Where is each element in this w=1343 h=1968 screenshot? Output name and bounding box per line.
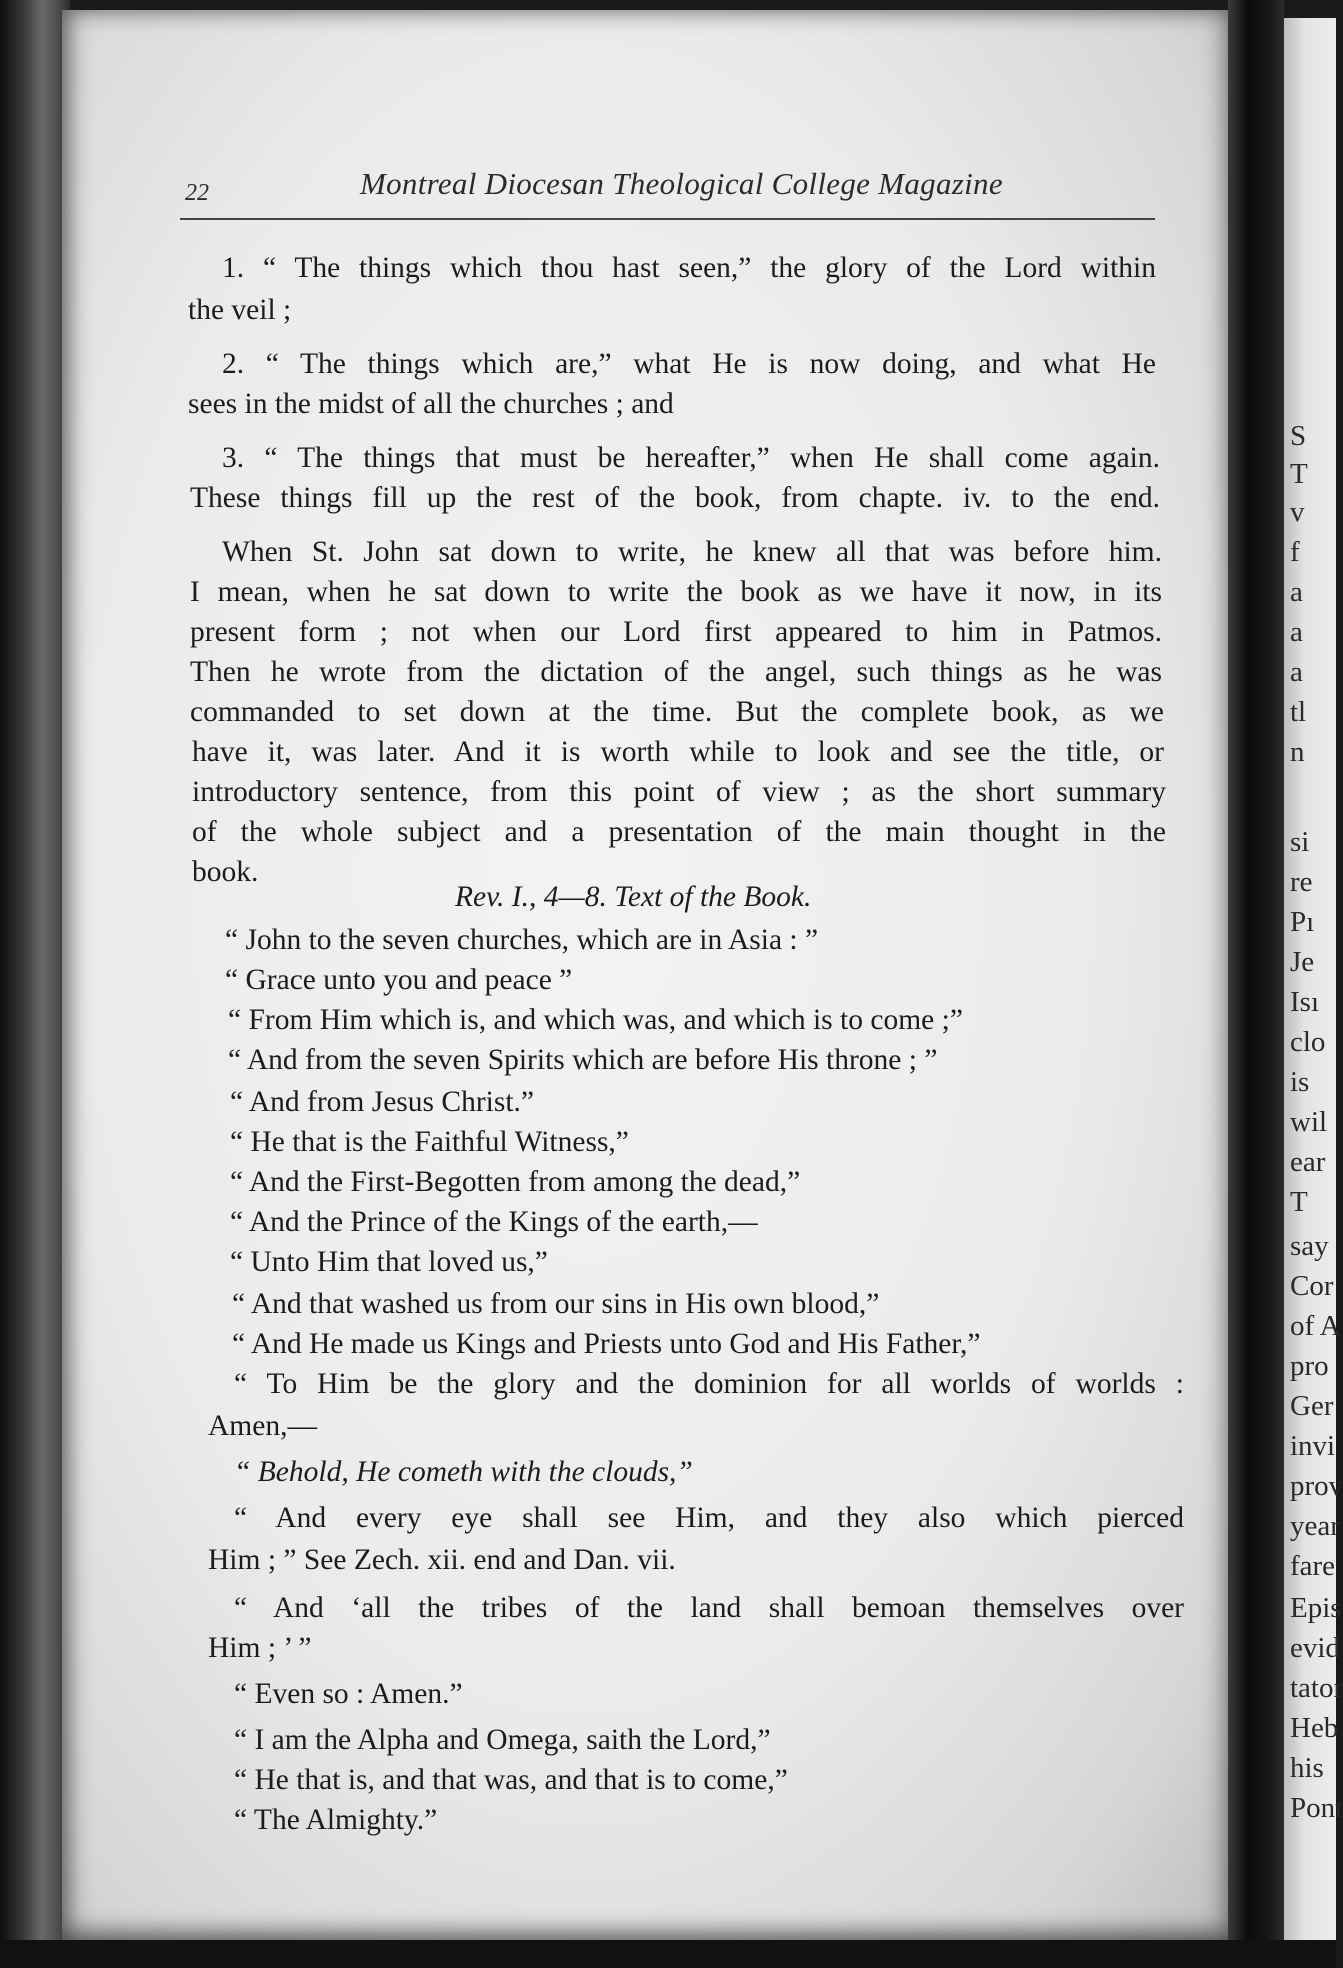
text-line: have it, was later. And it is worth while to look and see the title, or [192,736,1164,768]
text-line: When St. John sat down to write, he knew all that was before him. [222,536,1162,568]
adjacent-fragment: re [1290,866,1313,898]
adjacent-fragment: evid [1290,1632,1340,1664]
verse-line: “ John to the seven churches, which are in Asia : ” [225,924,819,956]
text-line: the veil ; [188,294,292,326]
adjacent-fragment: pro [1290,1350,1329,1382]
adjacent-fragment: wil [1290,1106,1328,1138]
adjacent-fragment: say [1290,1230,1329,1262]
verse-line: Him ; ” See Zech. xii. end and Dan. vii. [208,1544,676,1576]
verse-line: “ And the Prince of the Kings of the earth,— [230,1206,758,1238]
verse-line: “ I am the Alpha and Omega, saith the Lord,” [234,1724,771,1756]
verse-line: “ And from Jesus Christ.” [230,1086,534,1118]
adjacent-fragment: tl [1290,696,1307,728]
adjacent-fragment: ear [1290,1146,1326,1178]
adjacent-fragment: si [1290,826,1310,858]
section-heading: Rev. I., 4—8. Text of the Book. [455,881,812,913]
text-line: present form ; not when our Lord first appeared to him in Patmos. [190,616,1162,648]
adjacent-fragment: n [1290,736,1305,768]
verse-line: Amen,— [208,1410,317,1442]
text-line: commanded to set down at the time. But the complete book, as we [190,696,1164,728]
verse-line: “ And from the seven Spirits which are before His throne ; ” [228,1044,938,1076]
adjacent-fragment: f [1290,536,1300,568]
adjacent-fragment: tator [1290,1672,1343,1704]
adjacent-fragment: of A [1290,1310,1341,1342]
text-line: 3. “ The things that must be hereafter,” when He shall come again. [222,442,1160,474]
adjacent-fragment: fare [1290,1550,1336,1582]
verse-line: “ He that is the Faithful Witness,” [230,1126,629,1158]
page-number: 22 [185,180,209,206]
adjacent-fragment: Epis [1290,1592,1342,1624]
text-line: These things fill up the rest of the book, from chapte. iv. to the end. [190,482,1160,514]
adjacent-fragment: Ger [1290,1390,1334,1422]
verse-line: “ Unto Him that loved us,” [230,1246,548,1278]
adjacent-fragment: Je [1290,946,1315,978]
verse-line: “ The Almighty.” [234,1804,438,1836]
verse-line: “ And the First-Begotten from among the dead,” [230,1166,801,1198]
adjacent-fragment: prov [1290,1470,1343,1502]
adjacent-fragment: T [1290,1186,1308,1218]
verse-line: “ Behold, He cometh with the clouds,” [234,1456,693,1488]
text-line: introductory sentence, from this point of view ; as the short summary [192,776,1166,808]
verse-line: “ Even so : Amen.” [234,1678,463,1710]
text-line: sees in the midst of all the churches ; and [188,388,674,420]
verse-line: “ From Him which is, and which was, and which is to come ;” [228,1004,963,1036]
adjacent-fragment: his [1290,1752,1324,1784]
adjacent-fragment: year [1290,1510,1340,1542]
text-line: of the whole subject and a presentation of the main thought in the [192,816,1166,848]
verse-line: Him ; ’ ” [208,1632,312,1664]
verse-line: “ And ‘all the tribes of the land shall bemoan themselves over [234,1592,1184,1624]
text-line: book. [192,856,259,888]
header-rule [180,218,1155,220]
adjacent-fragment: is [1290,1066,1310,1098]
adjacent-fragment: Heb [1290,1712,1339,1744]
running-title: Montreal Diocesan Theological College Magazine [360,166,1003,201]
adjacent-fragment: a [1290,616,1303,648]
text-line: Then he wrote from the dictation of the angel, such things as he was [190,656,1162,688]
adjacent-fragment: T [1290,458,1308,490]
verse-line: “ He that is, and that was, and that is to come,” [234,1764,788,1796]
adjacent-fragment: clo [1290,1026,1326,1058]
verse-line: “ And every eye shall see Him, and they also which pierced [234,1502,1184,1534]
adjacent-fragment: Pont [1290,1792,1343,1824]
adjacent-fragment: v [1290,496,1305,528]
adjacent-fragment: a [1290,576,1303,608]
verse-line: “ To Him be the glory and the dominion for all worlds of worlds : [234,1368,1184,1400]
book-spine-left [0,0,70,1968]
scan-bottom-edge [0,1940,1336,1968]
verse-line: “ And He made us Kings and Priests unto God and His Father,” [232,1328,981,1360]
adjacent-fragment: S [1290,420,1307,452]
verse-line: “ And that washed us from our sins in His own blood,” [232,1288,880,1320]
adjacent-fragment: Isı [1290,986,1319,1018]
adjacent-fragment: Pı [1290,906,1315,938]
text-line: 2. “ The things which are,” what He is now doing, and what He [222,348,1156,380]
text-line: I mean, when he sat down to write the book as we have it now, in its [190,576,1162,608]
text-line: 1. “ The things which thou hast seen,” the glory of the Lord within [222,252,1156,284]
adjacent-fragment: a [1290,656,1303,688]
adjacent-fragment: Cor [1290,1270,1334,1302]
adjacent-fragment: invi [1290,1430,1336,1462]
book-gutter [1228,0,1284,1968]
verse-line: “ Grace unto you and peace ” [225,964,573,996]
adjacent-page-edge [1284,18,1343,1948]
